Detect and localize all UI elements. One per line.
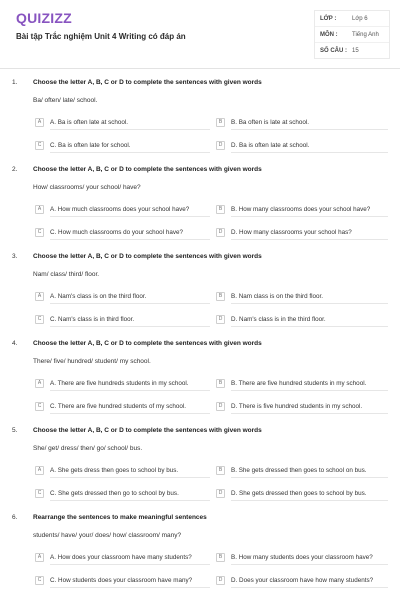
question-prompt: Choose the letter A, B, C or D to complete the sentences with given words [33, 253, 262, 260]
subject-value: Tiếng Anh [352, 31, 379, 38]
question-number: 3. [12, 253, 18, 260]
option-d[interactable] [216, 487, 366, 499]
option-divider [231, 587, 388, 588]
option-divider [231, 152, 388, 153]
question-text: There/ five/ hundred/ student/ my school. [33, 358, 151, 365]
option-text: D. Does your classroom have how many students? [231, 576, 374, 584]
option-text: D. She gets dressed then goes to school by bus. [231, 489, 367, 497]
option-a[interactable] [35, 290, 146, 302]
question-number: 6. [12, 514, 18, 521]
option-d[interactable] [216, 574, 373, 586]
question-text: students/ have/ your/ does/ how/ classroom/ many? [33, 532, 182, 539]
question-list [0, 70, 400, 592]
question-item [0, 244, 400, 331]
option-letter-box: B [216, 292, 225, 301]
option-text: C. She gets dressed then go to school by bus. [50, 489, 179, 497]
option-divider [231, 477, 388, 478]
question-count-label: SỐ CÂU : [320, 47, 347, 54]
question-text: Ba/ often/ late/ school. [33, 97, 98, 104]
option-text: C. Nam's class is in third floor. [50, 315, 135, 323]
option-text: C. Ba is often late for school. [50, 141, 131, 149]
option-text: A. There are five hundreds students in my school. [50, 379, 189, 387]
option-b[interactable] [216, 377, 366, 389]
option-letter-box: D [216, 141, 225, 150]
option-divider [231, 500, 388, 501]
option-letter-box: C [35, 315, 44, 324]
option-divider [50, 129, 210, 130]
option-divider [50, 477, 210, 478]
option-a[interactable] [35, 551, 192, 563]
question-prompt: Choose the letter A, B, C or D to complete the sentences with given words [33, 166, 262, 173]
option-text: D. Nam's class is in the third floor. [231, 315, 326, 323]
question-item [0, 418, 400, 505]
option-divider [231, 564, 388, 565]
grade-value: Lớp 6 [352, 15, 368, 22]
option-divider [50, 500, 210, 501]
option-d[interactable] [216, 226, 352, 238]
option-letter-box: A [35, 205, 44, 214]
question-item [0, 70, 400, 157]
question-text: Nam/ class/ third/ floor. [33, 271, 100, 278]
subject-label: MÔN : [320, 31, 338, 38]
option-letter-box: C [35, 576, 44, 585]
option-text: C. There are five hundred students of my school. [50, 402, 187, 410]
option-divider [231, 239, 388, 240]
option-text: D. How many classrooms your school has? [231, 228, 352, 236]
question-prompt: Choose the letter A, B, C or D to complete the sentences with given words [33, 340, 262, 347]
option-divider [50, 152, 210, 153]
option-divider [231, 129, 388, 130]
info-row-grade [315, 11, 389, 27]
option-d[interactable] [216, 139, 309, 151]
question-number: 1. [12, 79, 18, 86]
question-number: 5. [12, 427, 18, 434]
option-letter-box: B [216, 379, 225, 388]
question-prompt: Choose the letter A, B, C or D to complete the sentences with given words [33, 427, 262, 434]
option-letter-box: D [216, 402, 225, 411]
question-number: 2. [12, 166, 18, 173]
option-letter-box: A [35, 466, 44, 475]
option-divider [50, 239, 210, 240]
option-b[interactable] [216, 203, 370, 215]
option-text: B. She gets dressed then goes to school on bus. [231, 466, 367, 474]
question-number: 4. [12, 340, 18, 347]
option-letter-box: B [216, 205, 225, 214]
quizizz-logo: QUIZIZZ [16, 10, 72, 26]
option-text: C. How students does your classroom have many? [50, 576, 193, 584]
option-text: A. She gets dress then goes to school by bus. [50, 466, 179, 474]
option-c[interactable] [35, 139, 131, 151]
option-c[interactable] [35, 574, 192, 586]
option-text: A. How does your classroom have many students? [50, 553, 192, 561]
question-prompt: Choose the letter A, B, C or D to complete the sentences with given words [33, 79, 262, 86]
option-letter-box: C [35, 141, 44, 150]
option-divider [50, 303, 210, 304]
option-text: A. Nam's class is on the third floor. [50, 292, 147, 300]
option-text: A. Ba is often late at school. [50, 118, 129, 126]
option-letter-box: B [216, 466, 225, 475]
option-letter-box: A [35, 553, 44, 562]
question-prompt: Rearrange the sentences to make meaningful sentences [33, 514, 207, 521]
option-b[interactable] [216, 290, 323, 302]
option-b[interactable] [216, 116, 309, 128]
option-divider [231, 413, 388, 414]
option-text: B. How many students does your classroom have? [231, 553, 373, 561]
option-letter-box: D [216, 315, 225, 324]
option-text: B. How many classrooms does your school have? [231, 205, 371, 213]
option-divider [50, 390, 210, 391]
option-divider [231, 303, 388, 304]
option-divider [50, 326, 210, 327]
option-a[interactable] [35, 203, 189, 215]
info-row-count [315, 43, 389, 58]
option-letter-box: A [35, 118, 44, 127]
option-c[interactable] [35, 313, 134, 325]
question-item [0, 157, 400, 244]
info-row-subject [315, 27, 389, 43]
option-letter-box: C [35, 228, 44, 237]
option-a[interactable] [35, 464, 178, 476]
option-letter-box: B [216, 553, 225, 562]
question-text: She/ get/ dress/ then/ go/ school/ bus. [33, 445, 143, 452]
option-a[interactable] [35, 377, 189, 389]
option-divider [50, 587, 210, 588]
option-divider [50, 216, 210, 217]
option-letter-box: A [35, 292, 44, 301]
question-text: How/ classrooms/ your school/ have? [33, 184, 141, 191]
option-text: A. How much classrooms does your school have? [50, 205, 190, 213]
option-text: B. Nam class is on the third floor. [231, 292, 324, 300]
option-letter-box: D [216, 228, 225, 237]
option-b[interactable] [216, 551, 373, 563]
document-title: Bài tập Trắc nghiệm Unit 4 Writing có đáp án [16, 32, 186, 41]
option-d[interactable] [216, 313, 326, 325]
option-divider [50, 413, 210, 414]
grade-label: LỚP : [320, 15, 337, 22]
option-letter-box: D [216, 489, 225, 498]
option-b[interactable] [216, 464, 366, 476]
option-text: B. Ba often is late at school. [231, 118, 310, 126]
option-letter-box: C [35, 489, 44, 498]
option-text: D. Ba is often late at school. [231, 141, 310, 149]
option-text: D. There is five hundred students in my school. [231, 402, 363, 410]
option-c[interactable] [35, 226, 183, 238]
info-box [314, 10, 390, 59]
worksheet-header [0, 0, 400, 69]
option-d[interactable] [216, 400, 362, 412]
option-c[interactable] [35, 400, 186, 412]
option-divider [231, 216, 388, 217]
option-divider [231, 326, 388, 327]
option-c[interactable] [35, 487, 179, 499]
option-letter-box: A [35, 379, 44, 388]
question-item [0, 505, 400, 592]
option-text: B. There are five hundred students in my school. [231, 379, 367, 387]
option-text: C. How much classrooms do your school have? [50, 228, 183, 236]
option-letter-box: B [216, 118, 225, 127]
option-divider [231, 390, 388, 391]
option-letter-box: D [216, 576, 225, 585]
option-a[interactable] [35, 116, 128, 128]
option-letter-box: C [35, 402, 44, 411]
question-item [0, 331, 400, 418]
question-count-value: 15 [352, 47, 359, 54]
option-divider [50, 564, 210, 565]
